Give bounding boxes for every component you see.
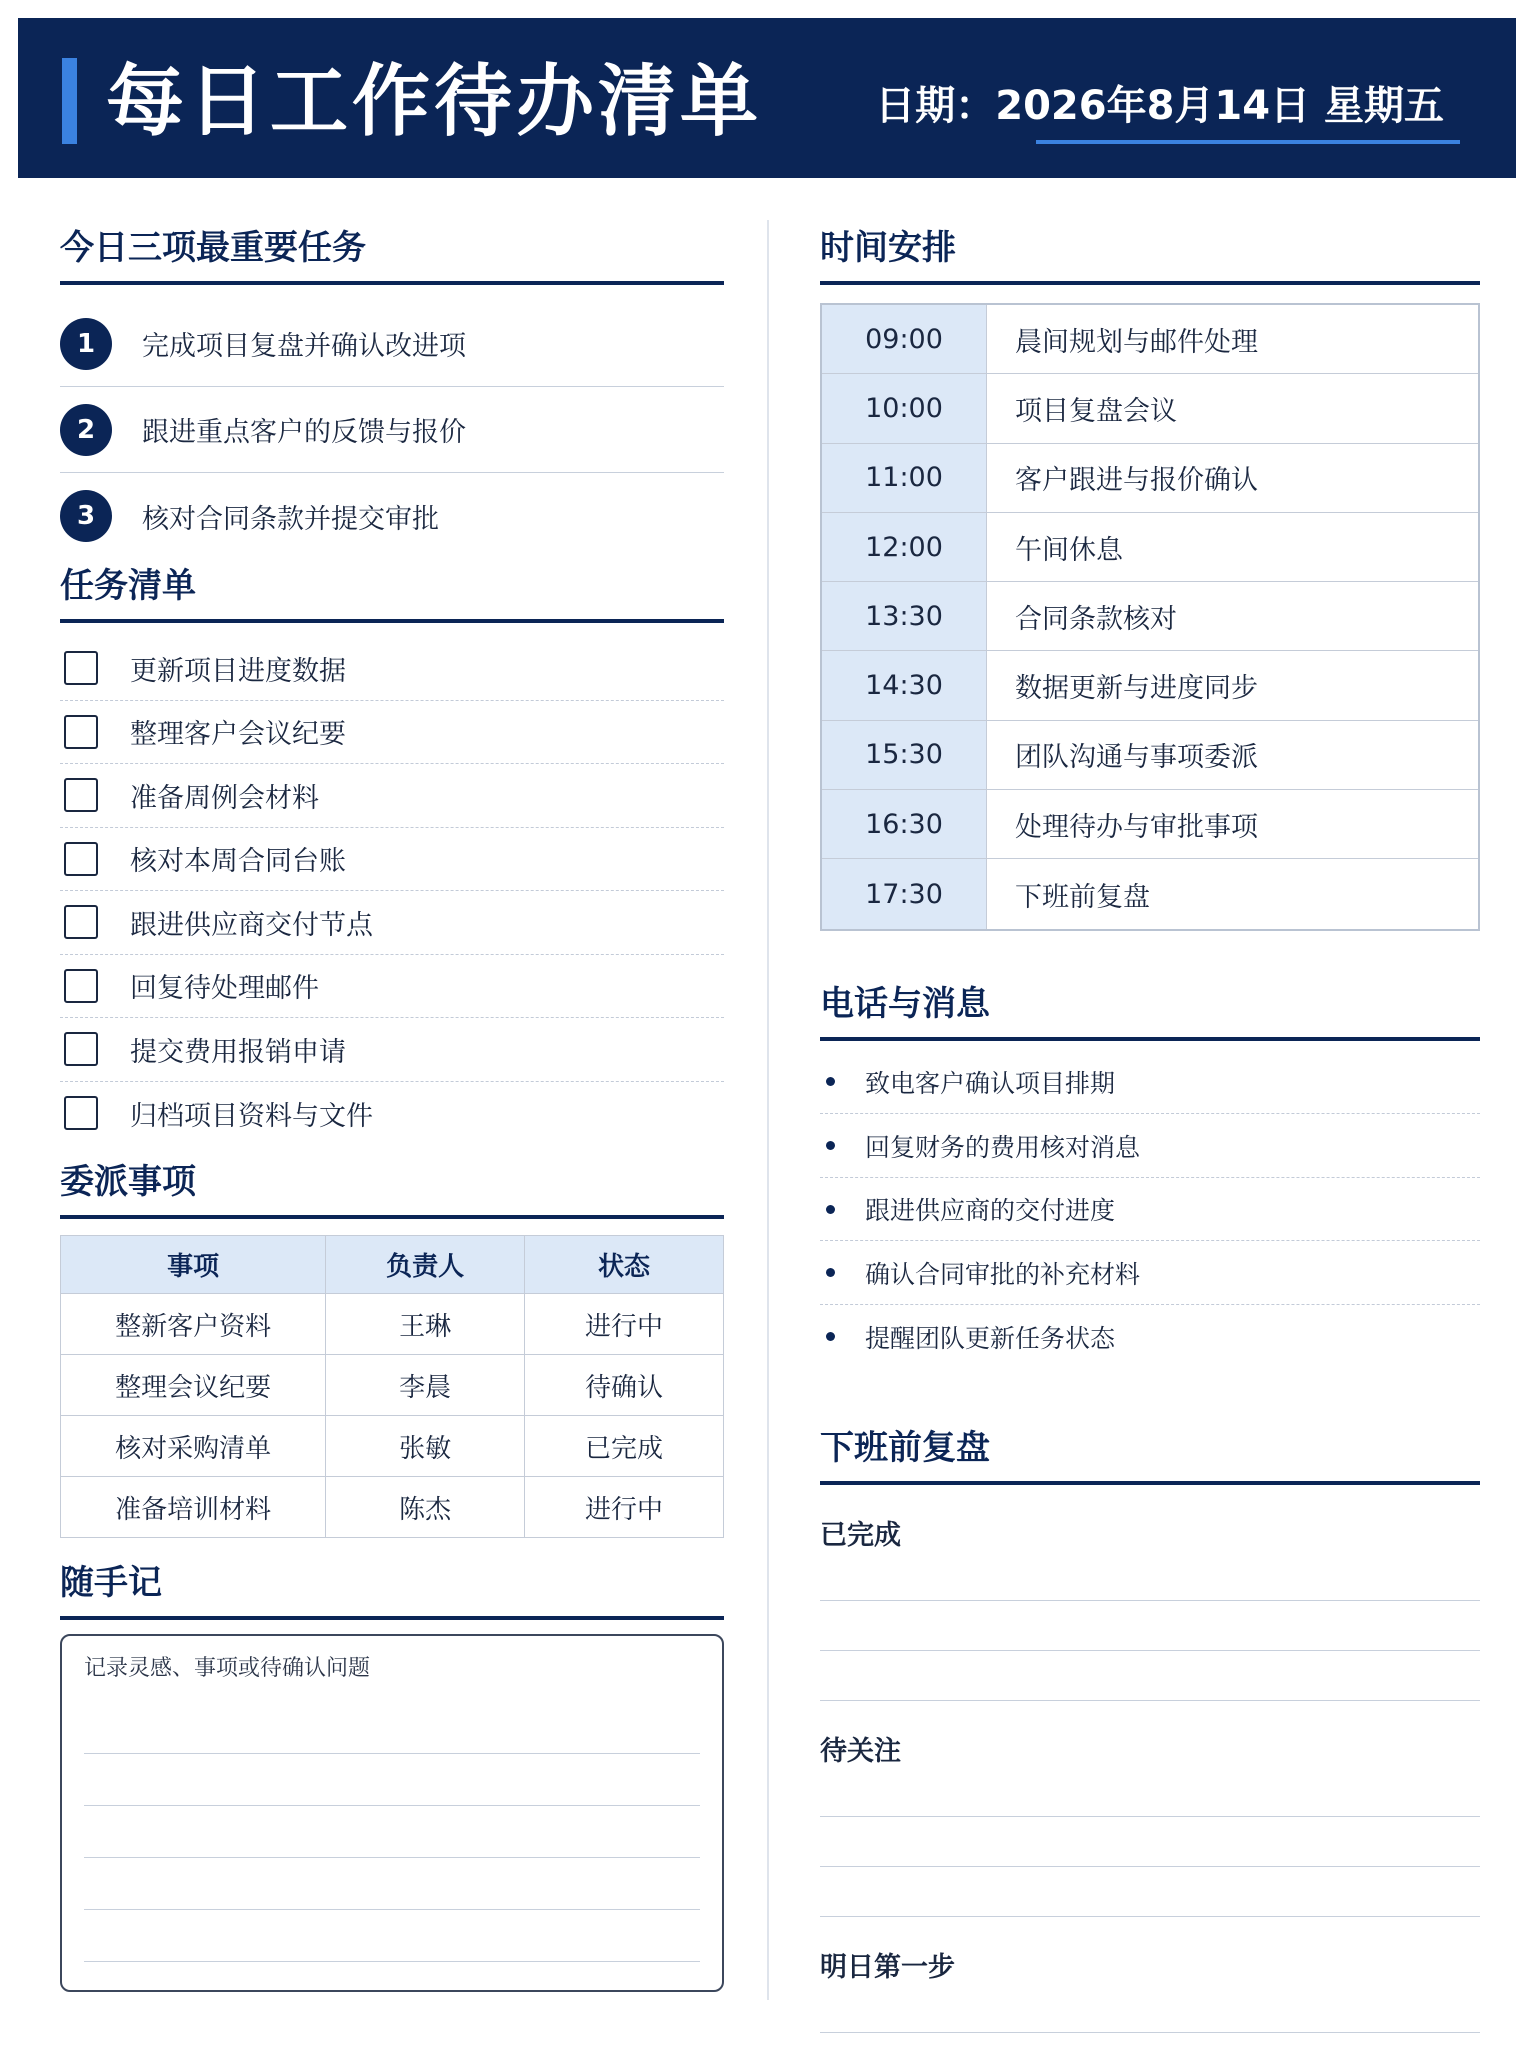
table-header-cell: 事项 [61,1236,326,1294]
schedule-time: 13:30 [822,582,987,650]
task-text: 回复待处理邮件 [130,973,319,1005]
table-cell: 准备培训材料 [61,1477,326,1538]
review-line[interactable] [820,2033,1480,2048]
left-column [60,225,724,1992]
review-done-label: 已完成 [820,1519,901,1551]
table-cell: 待确认 [525,1355,724,1416]
notes-title: 随手记 [60,1560,724,1620]
task-text: 更新项目进度数据 [130,655,346,687]
notes-line [84,1754,700,1806]
priorities-title: 今日三项最重要任务 [60,225,724,285]
schedule-row [822,305,1478,374]
table-cell: 张敏 [326,1416,525,1477]
schedule-time: 12:00 [822,513,987,581]
schedule-activity: 下班前复盘 [1015,881,1150,913]
table-cell: 进行中 [525,1477,724,1538]
table-cell: 陈杰 [326,1477,525,1538]
review-title: 下班前复盘 [820,1425,1480,1485]
page-header [18,18,1516,178]
bullet-icon [826,1332,835,1341]
schedule-time: 10:00 [822,374,987,442]
messages-list [820,1051,1480,1369]
priority-item [60,387,724,473]
task-item[interactable] [60,955,724,1019]
schedule-time: 09:00 [822,305,987,373]
priority-text: 核对合同条款并提交审批 [142,503,439,535]
bullet-icon [826,1141,835,1150]
list-item [820,1114,1480,1178]
review-line[interactable] [820,1651,1480,1701]
task-item[interactable] [60,828,724,892]
schedule-row [822,859,1478,928]
priority-text: 完成项目复盘并确认改进项 [142,331,466,362]
review-line[interactable] [820,1551,1480,1601]
messages-title: 电话与消息 [820,981,1480,1041]
schedule-activity: 客户跟进与报价确认 [1015,465,1258,497]
task-text: 提交费用报销申请 [130,1036,346,1068]
table-row [61,1477,724,1538]
priority-number-badge: 1 [60,318,112,370]
schedule-activity: 数据更新与进度同步 [1015,673,1258,705]
schedule-title: 时间安排 [820,225,1480,285]
schedule-time: 11:00 [822,444,987,512]
table-header-row [61,1236,724,1294]
table-row [61,1294,724,1355]
date-underline [1036,140,1460,144]
schedule-activity: 项目复盘会议 [1015,395,1177,427]
bullet-icon [826,1268,835,1277]
task-checkbox[interactable] [64,651,98,685]
task-item[interactable] [60,1018,724,1082]
table-cell: 王琳 [326,1294,525,1355]
table-cell: 整新客户资料 [61,1294,326,1355]
table-row [61,1416,724,1477]
priority-number-badge: 3 [60,490,112,542]
task-checkbox[interactable] [64,1096,98,1130]
schedule-table [820,303,1480,931]
schedule-row [822,582,1478,651]
schedule-activity: 处理待办与审批事项 [1015,811,1258,843]
table-cell: 李晨 [326,1355,525,1416]
priorities-list [60,301,724,559]
task-checkbox[interactable] [64,715,98,749]
message-text: 提醒团队更新任务状态 [865,1323,1116,1353]
review-line[interactable] [820,1601,1480,1651]
table-cell: 整理会议纪要 [61,1355,326,1416]
task-text: 整理客户会议纪要 [130,719,346,751]
priority-item [60,473,724,559]
schedule-row [822,721,1478,790]
table-header-cell: 状态 [525,1236,724,1294]
header-accent-bar [62,58,77,144]
page-title: 每日工作待办清单 [106,57,763,147]
task-item[interactable] [60,701,724,765]
schedule-row [822,374,1478,443]
task-checkbox[interactable] [64,778,98,812]
review-line[interactable] [820,1983,1480,2033]
task-text: 跟进供应商交付节点 [130,909,373,941]
tasks-title: 任务清单 [60,563,724,623]
notes-line [84,1702,700,1754]
schedule-row [822,651,1478,720]
message-text: 确认合同审批的补充材料 [865,1259,1141,1289]
bullet-icon [826,1205,835,1214]
task-text: 核对本周合同台账 [130,846,346,878]
schedule-activity: 团队沟通与事项委派 [1015,742,1258,774]
notes-placeholder: 记录灵感、事项或待确认问题 [84,1656,371,1681]
list-item [820,1178,1480,1242]
schedule-activity: 合同条款核对 [1015,603,1177,635]
list-item [820,1241,1480,1305]
schedule-activity: 晨间规划与邮件处理 [1015,326,1258,358]
list-item [820,1305,1480,1369]
delegate-table [60,1235,724,1538]
schedule-time: 14:30 [822,651,987,719]
task-checkbox[interactable] [64,969,98,1003]
schedule-time: 15:30 [822,721,987,789]
task-list [60,637,724,1145]
column-divider [767,220,769,2000]
schedule-row [822,444,1478,513]
table-header-cell: 负责人 [326,1236,525,1294]
task-text: 准备周例会材料 [130,782,319,814]
notes-area[interactable] [60,1634,724,1992]
table-cell: 核对采购清单 [61,1416,326,1477]
schedule-row [822,790,1478,859]
review-line[interactable] [820,1817,1480,1867]
list-item [820,1051,1480,1115]
review-watch-label: 待关注 [820,1735,901,1767]
message-text: 回复财务的费用核对消息 [865,1132,1141,1162]
delegate-title: 委派事项 [60,1159,724,1219]
message-text: 跟进供应商的交付进度 [865,1196,1116,1226]
priority-number-badge: 2 [60,404,112,456]
review-line[interactable] [820,1867,1480,1917]
notes-line [84,1806,700,1858]
right-column [820,225,1480,2048]
review-line[interactable] [820,1767,1480,1817]
schedule-time: 16:30 [822,790,987,858]
task-checkbox[interactable] [64,905,98,939]
task-text: 归档项目资料与文件 [130,1100,373,1132]
date-label: 日期：2026年8月14日 星期五 [875,83,1444,129]
review-next-label: 明日第一步 [820,1951,955,1983]
message-text: 致电客户确认项目排期 [865,1068,1116,1098]
task-checkbox[interactable] [64,842,98,876]
task-item[interactable] [60,1082,724,1146]
task-checkbox[interactable] [64,1032,98,1066]
table-row [61,1355,724,1416]
table-cell: 进行中 [525,1294,724,1355]
task-item[interactable] [60,637,724,701]
task-item[interactable] [60,891,724,955]
priority-item [60,301,724,387]
notes-line [84,1910,700,1962]
schedule-activity: 午间休息 [1015,534,1123,566]
priority-text: 跟进重点客户的反馈与报价 [142,417,466,448]
notes-line [84,1858,700,1910]
schedule-time: 17:30 [822,859,987,928]
bullet-icon [826,1077,835,1086]
table-cell: 已完成 [525,1416,724,1477]
schedule-row [822,513,1478,582]
task-item[interactable] [60,764,724,828]
